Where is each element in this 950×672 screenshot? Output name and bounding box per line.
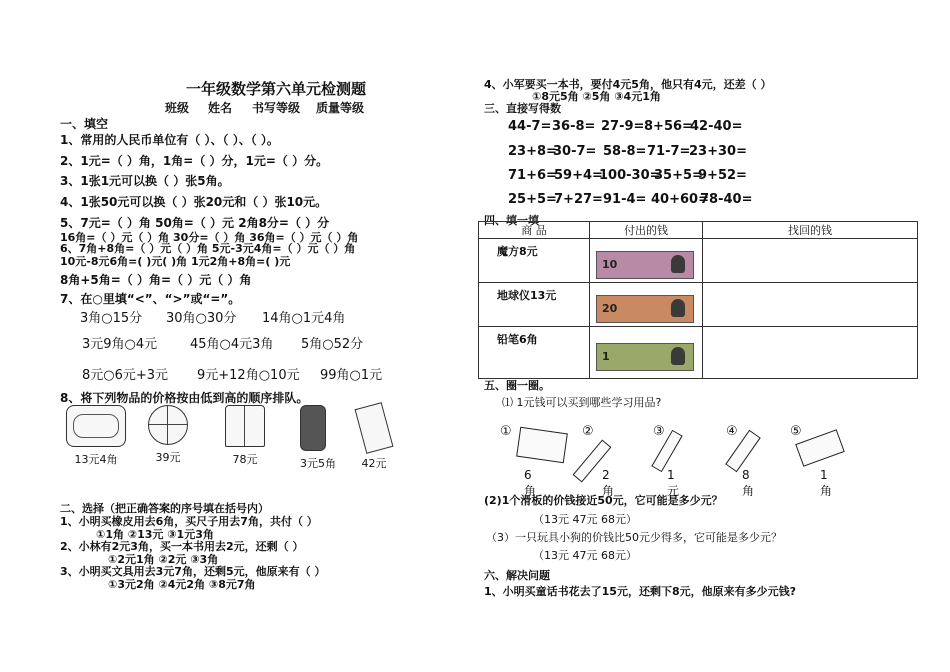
- section-heading: 六、解决问题: [484, 569, 550, 582]
- question-options: ①1角 ②13元 ③1元3角: [96, 528, 214, 541]
- portrait-icon: [671, 347, 685, 365]
- change-cell[interactable]: [703, 239, 918, 283]
- field-class: 班级: [165, 101, 190, 115]
- item-bag: [66, 405, 126, 467]
- price-label: 8角: [742, 468, 755, 498]
- section-heading: 二、选择（把正确答案的序号填在括号内）: [60, 502, 269, 515]
- compare-item: 9元+12角○10元: [197, 368, 300, 383]
- compare-item: 3元9角○4元: [82, 337, 158, 352]
- calc-item: 30-7=: [553, 144, 597, 159]
- paid-cell: [590, 239, 703, 283]
- price-label: 78元: [232, 453, 258, 466]
- table-header: 商 品: [479, 222, 590, 239]
- calc-item: 59+4=: [554, 168, 603, 183]
- calc-item: 23+8=: [508, 144, 557, 159]
- item-ball: [148, 405, 188, 465]
- calc-item: 7+27=: [554, 192, 603, 207]
- item-name: 地球仪13元: [479, 283, 590, 327]
- table-row: [479, 327, 918, 379]
- calc-item: 71+6=: [508, 168, 557, 183]
- question: 1、小明买橡皮用去6角，买尺子用去7角，共付（ ）: [60, 515, 318, 528]
- calc-item: 91-4=: [603, 192, 647, 207]
- question-options: ①3元2角 ②4元2角 ③8元7角: [108, 578, 256, 591]
- calc-item: 27-9=: [601, 119, 645, 134]
- question: 2、小林有2元3角，买一本书用去2元，还剩（ ）: [60, 540, 304, 553]
- banknote-20: [596, 295, 694, 323]
- option-number: ⑤: [790, 424, 802, 439]
- notebook-icon: [516, 427, 568, 463]
- calc-item: 8+56=: [644, 119, 693, 134]
- portrait-icon: [671, 255, 685, 273]
- question: （3）一只玩具小狗的价钱比50元少得多，它可能是多少元？: [486, 531, 782, 544]
- calc-item: 58-8=: [603, 144, 647, 159]
- compare-item: 8元○6元+3元: [82, 368, 169, 383]
- item-book: [360, 405, 388, 471]
- field-writing: 书写等级: [252, 101, 301, 115]
- calc-item: 44-7=: [508, 119, 552, 134]
- calc-item: 42-40=: [690, 119, 743, 134]
- bill-value: 20: [602, 301, 618, 315]
- item-name: 魔方8元: [479, 239, 590, 283]
- table-header: 找回的钱: [703, 222, 918, 239]
- change-cell[interactable]: [703, 283, 918, 327]
- book-icon: [355, 402, 394, 454]
- option-number: ④: [726, 424, 738, 439]
- item-can: [300, 405, 336, 471]
- section-heading: 一、填空: [60, 117, 109, 131]
- question: 3、1张1元可以换（ ）张5角。: [60, 174, 230, 188]
- question-options: ①8元5角 ②5角 ③4元1角: [532, 90, 661, 103]
- question: 16角=（ ）元（ ）角 30分=（ ）角 36角=（ ）元（ ）角: [60, 231, 359, 244]
- price-label: 2角: [602, 468, 615, 498]
- question: 3、小明买文具用去3元7角，还剩5元，他原来有（ ）: [60, 565, 326, 578]
- calc-item: 25+5=: [508, 192, 557, 207]
- calc-item: 40+60=: [651, 192, 709, 207]
- stationery-pencil: [582, 420, 615, 498]
- question: 8角+5角=（ ）角=（ ）元（ ）角: [60, 273, 252, 287]
- question-options: （13元 47元 68元）: [533, 549, 637, 562]
- paid-cell: [590, 283, 703, 327]
- section-heading: 五、圈一圈。: [484, 379, 550, 392]
- compare-item: 30角○30分: [166, 311, 237, 326]
- paid-cell: [590, 327, 703, 379]
- calc-item: 71-7=: [647, 144, 691, 159]
- question: 6、7角+8角=（ ）元（ ）角 5元-3元4角=（ ）元（ ）角: [60, 242, 356, 255]
- question: 4、小军要买一本书，要付4元5角，他只有4元，还差（ ）: [484, 78, 772, 91]
- question: 4、1张50元可以换（ ）张20元和（ ）张10元。: [60, 195, 328, 209]
- calc-item: 35+5=: [654, 168, 703, 183]
- bag-icon: [66, 405, 126, 447]
- item-name: 铅笔6角: [479, 327, 590, 379]
- price-label: 1元: [667, 468, 680, 498]
- option-number: ①: [500, 424, 512, 439]
- stationery-eraser: [790, 420, 833, 498]
- item-shirt: [225, 405, 265, 467]
- stationery-sharpener: [726, 420, 755, 498]
- compare-item: 3角○15分: [80, 311, 143, 326]
- question: 10元-8元6角=( )元( )角 1元2角+8角=( )元: [60, 255, 291, 268]
- price-label: 1角: [820, 468, 833, 498]
- question: 1、常用的人民币单位有（ ）、（ ）、（ ）。: [60, 133, 279, 147]
- price-label: 3元5角: [300, 457, 336, 470]
- question: 1、小明买童话书花去了15元，还剩下8元，他原来有多少元钱?: [484, 585, 796, 598]
- question: 5、7元=（ ）角 50角=（ ）元 2角8分=（ ）分: [60, 216, 330, 230]
- money-table: [478, 221, 918, 379]
- question-options: （13元 47元 68元）: [533, 513, 637, 526]
- bill-value: 10: [602, 257, 618, 271]
- option-number: ③: [653, 424, 665, 439]
- price-label: 39元: [155, 451, 181, 464]
- banknote-10: [596, 251, 694, 279]
- section-heading: 四、填一填: [484, 214, 539, 227]
- calc-item: 78-40=: [700, 192, 753, 207]
- compare-item: 5角○52分: [301, 337, 364, 352]
- question: 8、将下列物品的价格按由低到高的顺序排队。: [60, 391, 309, 405]
- question-options: ①2元1角 ②2元 ③3角: [108, 553, 219, 566]
- stationery-notebook: [500, 420, 537, 498]
- ball-icon: [148, 405, 188, 445]
- section-heading: 三、直接写得数: [484, 102, 561, 115]
- question: ⑴ 1元钱可以买到哪些学习用品?: [502, 396, 662, 409]
- portrait-icon: [671, 299, 685, 317]
- calc-item: 36-8=: [552, 119, 596, 134]
- option-number: ②: [582, 424, 594, 439]
- page-title: 一年级数学第六单元检测题: [186, 80, 367, 98]
- calc-item: 100-30=: [599, 168, 661, 183]
- field-quality: 质量等级: [316, 101, 365, 115]
- bill-value: 1: [602, 349, 610, 363]
- question: 7、在○里填“<”、“>”或“=”。: [60, 292, 241, 306]
- calc-item: 9+52=: [698, 168, 747, 183]
- compare-item: 45角○4元3角: [190, 337, 274, 352]
- stationery-pen: [653, 420, 680, 498]
- price-label: 13元4角: [74, 453, 118, 466]
- table-row: [479, 239, 918, 283]
- shirt-icon: [225, 405, 265, 447]
- question: 2、1元=（ ）角，1角=（ ）分，1元=（ ）分。: [60, 154, 329, 168]
- price-label: 6角: [524, 468, 537, 498]
- can-icon: [300, 405, 326, 451]
- price-label: 42元: [361, 457, 387, 470]
- compare-item: 99角○1元: [320, 368, 383, 383]
- compare-item: 14角○1元4角: [262, 311, 346, 326]
- eraser-icon: [795, 429, 845, 467]
- table-row: [479, 283, 918, 327]
- table-header: 付出的钱: [590, 222, 703, 239]
- question: (2)1个滑板的价钱接近50元，它可能是多少元？: [484, 494, 723, 507]
- field-name: 姓名: [208, 101, 233, 115]
- change-cell[interactable]: [703, 327, 918, 379]
- calc-item: 23+30=: [689, 144, 747, 159]
- banknote-1: [596, 343, 694, 371]
